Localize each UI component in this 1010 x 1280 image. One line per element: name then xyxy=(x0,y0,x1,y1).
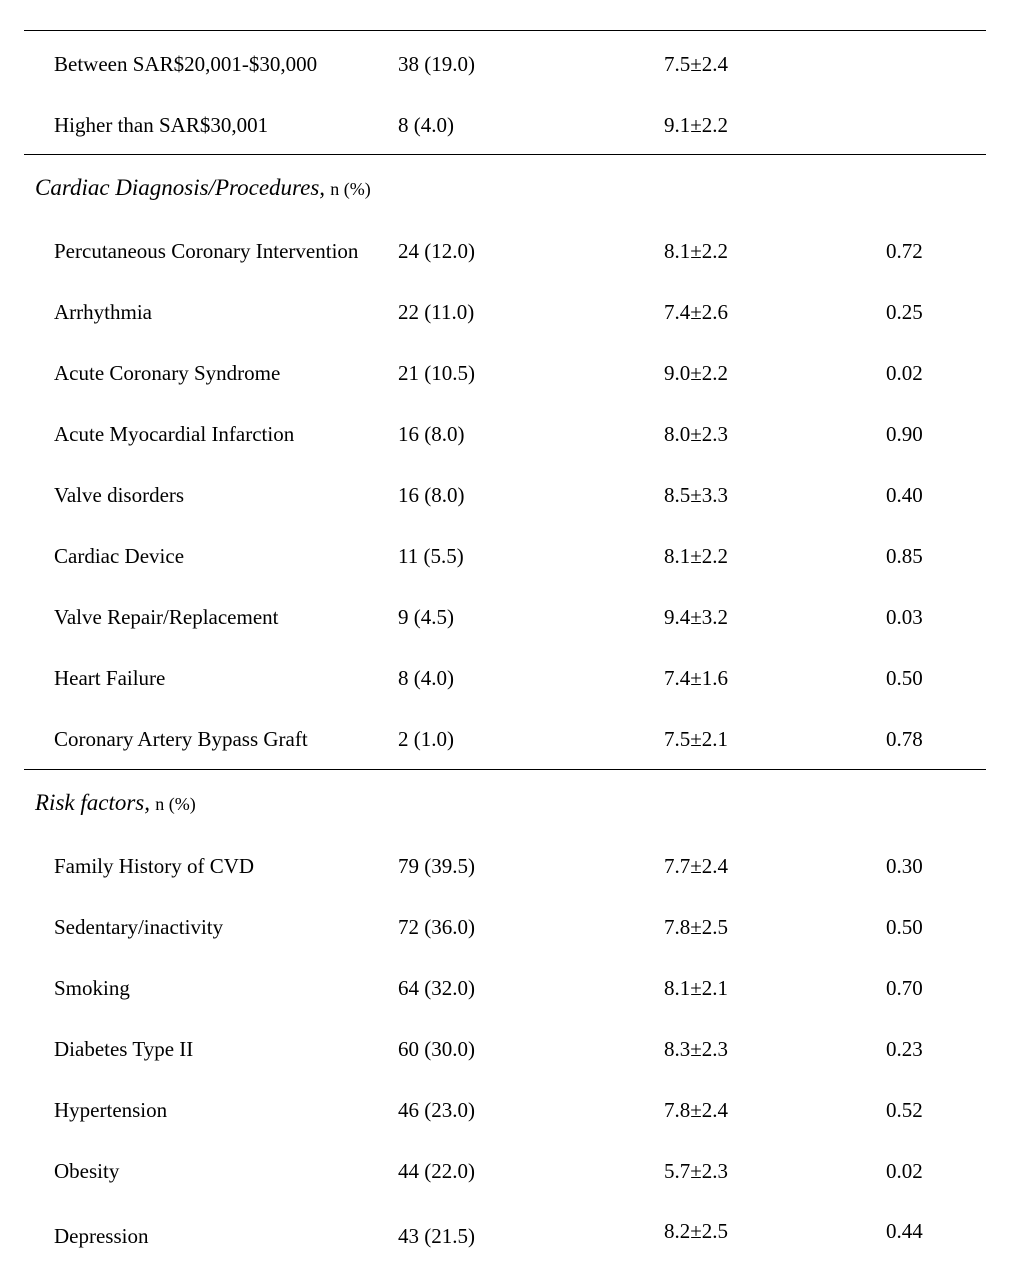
row-count-percent: 21 (10.5) xyxy=(398,361,475,385)
row-mean-sd: 7.7±2.4 xyxy=(664,854,729,878)
table-row xyxy=(0,353,1010,393)
row-label: Depression xyxy=(54,1224,149,1248)
row-label: Heart Failure xyxy=(54,666,166,690)
row-count-percent: 9 (4.5) xyxy=(398,605,454,629)
section-title: Risk factors, xyxy=(35,790,150,815)
row-mean-sd: 8.1±2.2 xyxy=(664,544,729,568)
row-label: Diabetes Type II xyxy=(54,1037,194,1061)
row-p-value: 0.02 xyxy=(886,361,923,385)
table-row xyxy=(0,719,1010,759)
row-count-percent: 64 (32.0) xyxy=(398,976,475,1000)
row-p-value: 0.30 xyxy=(886,854,923,878)
row-label: Family History of CVD xyxy=(54,854,255,878)
row-count-percent: 43 (21.5) xyxy=(398,1224,475,1248)
row-label: Valve disorders xyxy=(54,483,185,507)
table-row xyxy=(0,1029,1010,1069)
row-p-value: 0.03 xyxy=(886,605,923,629)
row-count-percent: 79 (39.5) xyxy=(398,854,475,878)
row-p-value: 0.70 xyxy=(886,976,923,1000)
row-mean-sd: 7.8±2.5 xyxy=(664,915,729,939)
row-mean-sd: 9.1±2.2 xyxy=(664,113,729,137)
row-count-percent: 2 (1.0) xyxy=(398,727,454,751)
row-p-value: 0.23 xyxy=(886,1037,923,1061)
row-label: Cardiac Device xyxy=(54,544,185,568)
table-row xyxy=(0,536,1010,576)
row-p-value: 0.52 xyxy=(886,1098,923,1122)
row-count-percent: 24 (12.0) xyxy=(398,239,475,263)
row-count-percent: 22 (11.0) xyxy=(398,300,475,324)
row-count-percent: 38 (19.0) xyxy=(398,52,475,76)
table-row xyxy=(0,1151,1010,1191)
section-heading-risk-factors xyxy=(35,783,196,824)
section-title: Cardiac Diagnosis/Procedures, xyxy=(35,175,326,200)
row-p-value: 0.40 xyxy=(886,483,923,507)
row-mean-sd: 7.4±1.6 xyxy=(664,666,729,690)
row-label: Obesity xyxy=(54,1159,120,1183)
table-row xyxy=(0,105,1010,145)
table-row xyxy=(0,658,1010,698)
row-label: Coronary Artery Bypass Graft xyxy=(54,727,308,751)
row-count-percent: 60 (30.0) xyxy=(398,1037,475,1061)
section-heading-cardiac xyxy=(35,168,371,209)
row-label: Between SAR$20,001-$30,000 xyxy=(54,52,318,76)
row-label: Valve Repair/Replacement xyxy=(54,605,279,629)
section-divider-rule xyxy=(24,769,986,770)
row-label: Sedentary/inactivity xyxy=(54,915,224,939)
table-row xyxy=(0,414,1010,454)
table-row xyxy=(0,231,1010,271)
table-row xyxy=(0,292,1010,332)
row-count-percent: 16 (8.0) xyxy=(398,422,465,446)
table-row xyxy=(0,907,1010,947)
row-count-percent: 8 (4.0) xyxy=(398,666,454,690)
row-count-percent: 8 (4.0) xyxy=(398,113,454,137)
row-label: Acute Myocardial Infarction xyxy=(54,422,295,446)
row-p-value: 0.25 xyxy=(886,300,923,324)
row-count-percent: 16 (8.0) xyxy=(398,483,465,507)
row-p-value: 0.44 xyxy=(886,1219,923,1243)
row-count-percent: 72 (36.0) xyxy=(398,915,475,939)
top-rule xyxy=(24,30,986,31)
row-p-value: 0.78 xyxy=(886,727,923,751)
row-count-percent: 11 (5.5) xyxy=(398,544,464,568)
row-p-value: 0.50 xyxy=(886,915,923,939)
section-unit: n (%) xyxy=(330,179,371,199)
row-mean-sd: 9.0±2.2 xyxy=(664,361,729,385)
row-label: Acute Coronary Syndrome xyxy=(54,361,281,385)
row-label: Hypertension xyxy=(54,1098,168,1122)
row-label: Percutaneous Coronary Intervention xyxy=(54,239,359,263)
row-mean-sd: 5.7±2.3 xyxy=(664,1159,729,1183)
table-row xyxy=(0,1090,1010,1130)
row-mean-sd: 8.2±2.5 xyxy=(664,1219,729,1243)
row-p-value: 0.72 xyxy=(886,239,923,263)
row-mean-sd: 7.5±2.4 xyxy=(664,52,729,76)
row-mean-sd: 9.4±3.2 xyxy=(664,605,729,629)
row-label: Arrhythmia xyxy=(54,300,152,324)
row-mean-sd: 7.8±2.4 xyxy=(664,1098,729,1122)
row-mean-sd: 7.4±2.6 xyxy=(664,300,729,324)
row-p-value: 0.85 xyxy=(886,544,923,568)
section-divider-rule xyxy=(24,154,986,155)
row-mean-sd: 8.1±2.2 xyxy=(664,239,729,263)
row-mean-sd: 7.5±2.1 xyxy=(664,727,729,751)
table-row xyxy=(0,44,1010,84)
row-p-value: 0.50 xyxy=(886,666,923,690)
row-p-value: 0.90 xyxy=(886,422,923,446)
table-row xyxy=(0,968,1010,1008)
table-row xyxy=(0,1212,1010,1252)
row-mean-sd: 8.0±2.3 xyxy=(664,422,729,446)
row-count-percent: 46 (23.0) xyxy=(398,1098,475,1122)
row-label: Higher than SAR$30,001 xyxy=(54,113,269,137)
row-count-percent: 44 (22.0) xyxy=(398,1159,475,1183)
table-row xyxy=(0,475,1010,515)
row-label: Smoking xyxy=(54,976,130,1000)
table-row xyxy=(0,846,1010,886)
row-mean-sd: 8.5±3.3 xyxy=(664,483,729,507)
table-row xyxy=(0,597,1010,637)
row-mean-sd: 8.3±2.3 xyxy=(664,1037,729,1061)
row-mean-sd: 8.1±2.1 xyxy=(664,976,729,1000)
row-p-value: 0.02 xyxy=(886,1159,923,1183)
section-unit: n (%) xyxy=(155,794,196,814)
